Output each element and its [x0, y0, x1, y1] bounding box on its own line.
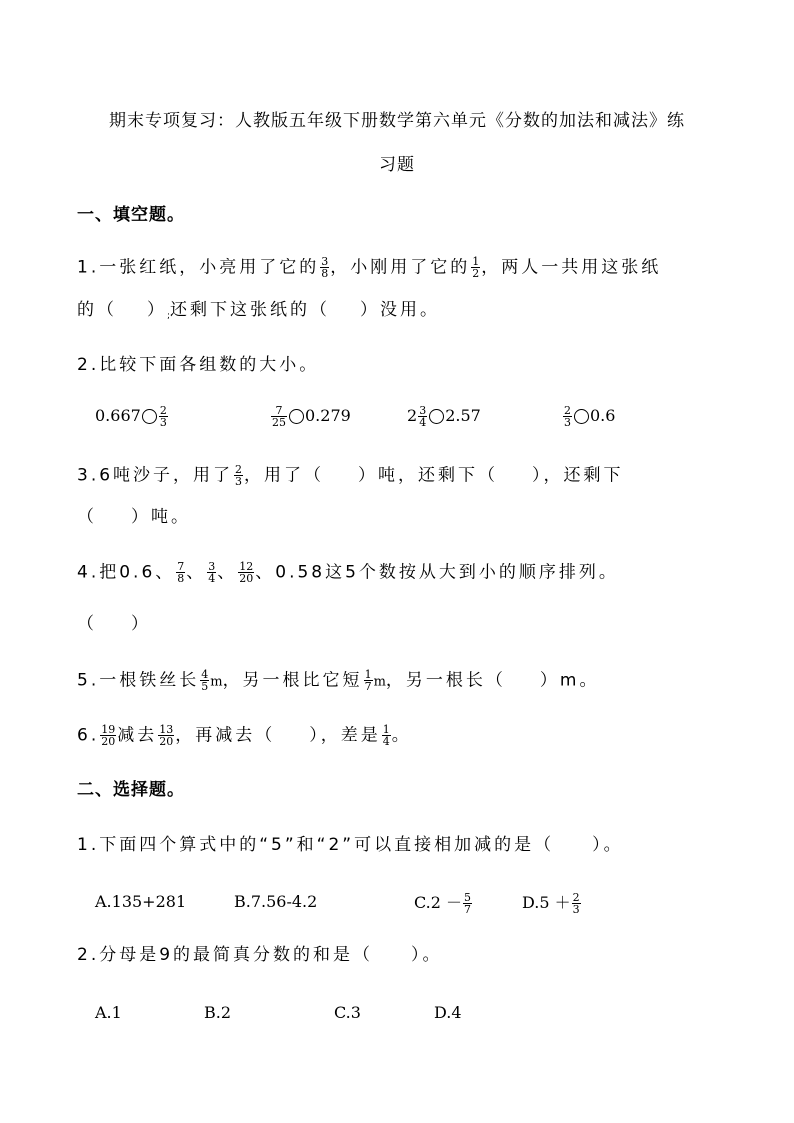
q3-text-e: （ — [77, 507, 97, 527]
q5-text-d: ）m。 — [539, 670, 600, 691]
compare-item-2 — [270, 405, 351, 428]
question-6 — [77, 724, 412, 747]
cq1-text: 1.下面四个算式中的“5”和“2”可以直接相加减的是（ — [77, 835, 555, 855]
q4-text-a: 4.把0.6、 — [77, 562, 176, 583]
q6-number: 6. — [77, 725, 100, 746]
compare-circle-blank[interactable] — [289, 409, 304, 424]
q4-sep: 、 — [217, 562, 238, 583]
option-c-text: C.2 － — [414, 893, 463, 912]
question-3-line2 — [77, 509, 191, 526]
q3-text-b: ，用了（ — [244, 465, 325, 486]
fraction: $\frac{12}{20}$ — [239, 560, 254, 585]
option-d[interactable]: D.4 — [434, 1003, 462, 1022]
fraction: $\frac{2}{3}$ — [159, 404, 167, 429]
fraction: $\frac{3}{4}$ — [419, 404, 427, 429]
compare-item-3 — [407, 405, 481, 428]
option-d-text: D.5 ＋ — [522, 893, 571, 912]
q1-text-f: 还剩下这张纸的（ — [170, 300, 331, 320]
q5-text-c: ，另一根长（ — [385, 670, 506, 691]
fraction: $\frac{7}{25}$ — [272, 404, 286, 429]
q1-text-d: 的（ — [77, 300, 117, 320]
q3-text-f: ）吨。 — [131, 507, 191, 527]
choice-question-2 — [77, 947, 443, 964]
question-4-line2 — [77, 616, 151, 633]
unit: m — [210, 674, 223, 690]
q1-text-a: 1.一张红纸，小亮用了它的 — [77, 257, 320, 278]
q3-text-d: ），还剩下 — [532, 465, 624, 486]
cq1-end: ）。 — [592, 835, 624, 855]
compare-value: 2.57 — [445, 406, 481, 425]
option-b[interactable]: B.2 — [204, 1003, 232, 1022]
compare-circle-blank[interactable] — [574, 409, 589, 424]
question-2: 2.比较下面各组数的大小。 — [77, 355, 320, 375]
page-title-line2: 习题 — [379, 155, 415, 175]
option-c[interactable]: C.3 — [334, 1003, 361, 1022]
option-a[interactable]: A.1 — [95, 1003, 122, 1022]
compare-circle-blank[interactable] — [429, 409, 444, 424]
q3-text-a: 3.6吨沙子，用了 — [77, 465, 234, 486]
q4-text-c: （ — [77, 614, 97, 634]
question-1-line1 — [77, 256, 661, 279]
option-b[interactable]: B.7.56-4.2 — [234, 892, 318, 911]
fraction: $\frac{13}{20}$ — [159, 723, 174, 748]
fraction: $\frac{19}{20}$ — [101, 723, 116, 748]
fraction: $\frac{4}{5}$ — [201, 668, 209, 693]
q4-sep: 、 — [186, 562, 207, 583]
fraction: $\frac{1}{7}$ — [364, 668, 372, 693]
fraction: $\frac{2}{3}$ — [572, 891, 580, 916]
compare-value: 0.279 — [305, 406, 351, 425]
q6-text-b: ，再减去（ — [175, 725, 276, 746]
option-a[interactable]: A.135+281 — [95, 892, 187, 911]
cq2-text: 2.分母是9的最简真分数的和是（ — [77, 945, 374, 965]
option-c[interactable] — [414, 890, 473, 915]
unit: m — [373, 674, 386, 690]
cq2-end: ）。 — [411, 945, 443, 965]
q4-text-b: 、0.58这5个数按从大到小的顺序排列。 — [255, 562, 619, 583]
q6-text-a: 减去 — [117, 725, 158, 746]
mixed-whole: 2 — [407, 406, 418, 425]
fraction: $\frac{5}{7}$ — [464, 891, 472, 916]
compare-value: 0.6 — [590, 406, 616, 425]
compare-item-1 — [95, 405, 169, 428]
q3-text-c: ）吨，还剩下（ — [358, 465, 499, 486]
q5-text-a: 5.一根铁丝长 — [77, 670, 200, 691]
q5-text-b: ，另一根比它短 — [222, 670, 363, 691]
section-heading-fill-in: 一、填空题。 — [77, 205, 185, 225]
question-4-line1 — [77, 561, 619, 584]
question-3-line1 — [77, 464, 624, 487]
q4-text-d: ） — [131, 614, 151, 634]
q6-text-c: ），差是 — [309, 725, 381, 746]
q1-text-c: ，两人一共用这张纸 — [481, 257, 662, 278]
q1-text-g: ）没用。 — [360, 300, 441, 320]
q1-text-b: ，小刚用了它的 — [330, 257, 471, 278]
fraction: $\frac{7}{8}$ — [177, 560, 185, 585]
compare-value: 0.667 — [95, 406, 141, 425]
compare-item-4 — [562, 405, 615, 428]
choice-question-1 — [77, 837, 624, 854]
fraction: $\frac{2}{3}$ — [564, 404, 571, 429]
option-d[interactable] — [522, 890, 582, 915]
fraction: $\frac{2}{3}$ — [235, 463, 243, 488]
page-title-line1: 期末专项复习：人教版五年级下册数学第六单元《分数的加法和减法》练 — [109, 111, 685, 131]
fraction: $\frac{1}{2}$ — [472, 255, 480, 280]
compare-circle-blank[interactable] — [142, 409, 157, 424]
question-5 — [77, 669, 599, 692]
fraction: $\frac{3}{8}$ — [321, 255, 329, 280]
q6-text-d: 。 — [391, 725, 412, 746]
fraction: $\frac{1}{4}$ — [382, 723, 390, 748]
q1-text-e: ） — [147, 300, 167, 320]
fraction: $\frac{3}{4}$ — [208, 560, 216, 585]
section-heading-multiple-choice: 二、选择题。 — [77, 780, 185, 800]
q1-mark: ; — [167, 311, 171, 321]
question-1-line2 — [77, 302, 440, 321]
